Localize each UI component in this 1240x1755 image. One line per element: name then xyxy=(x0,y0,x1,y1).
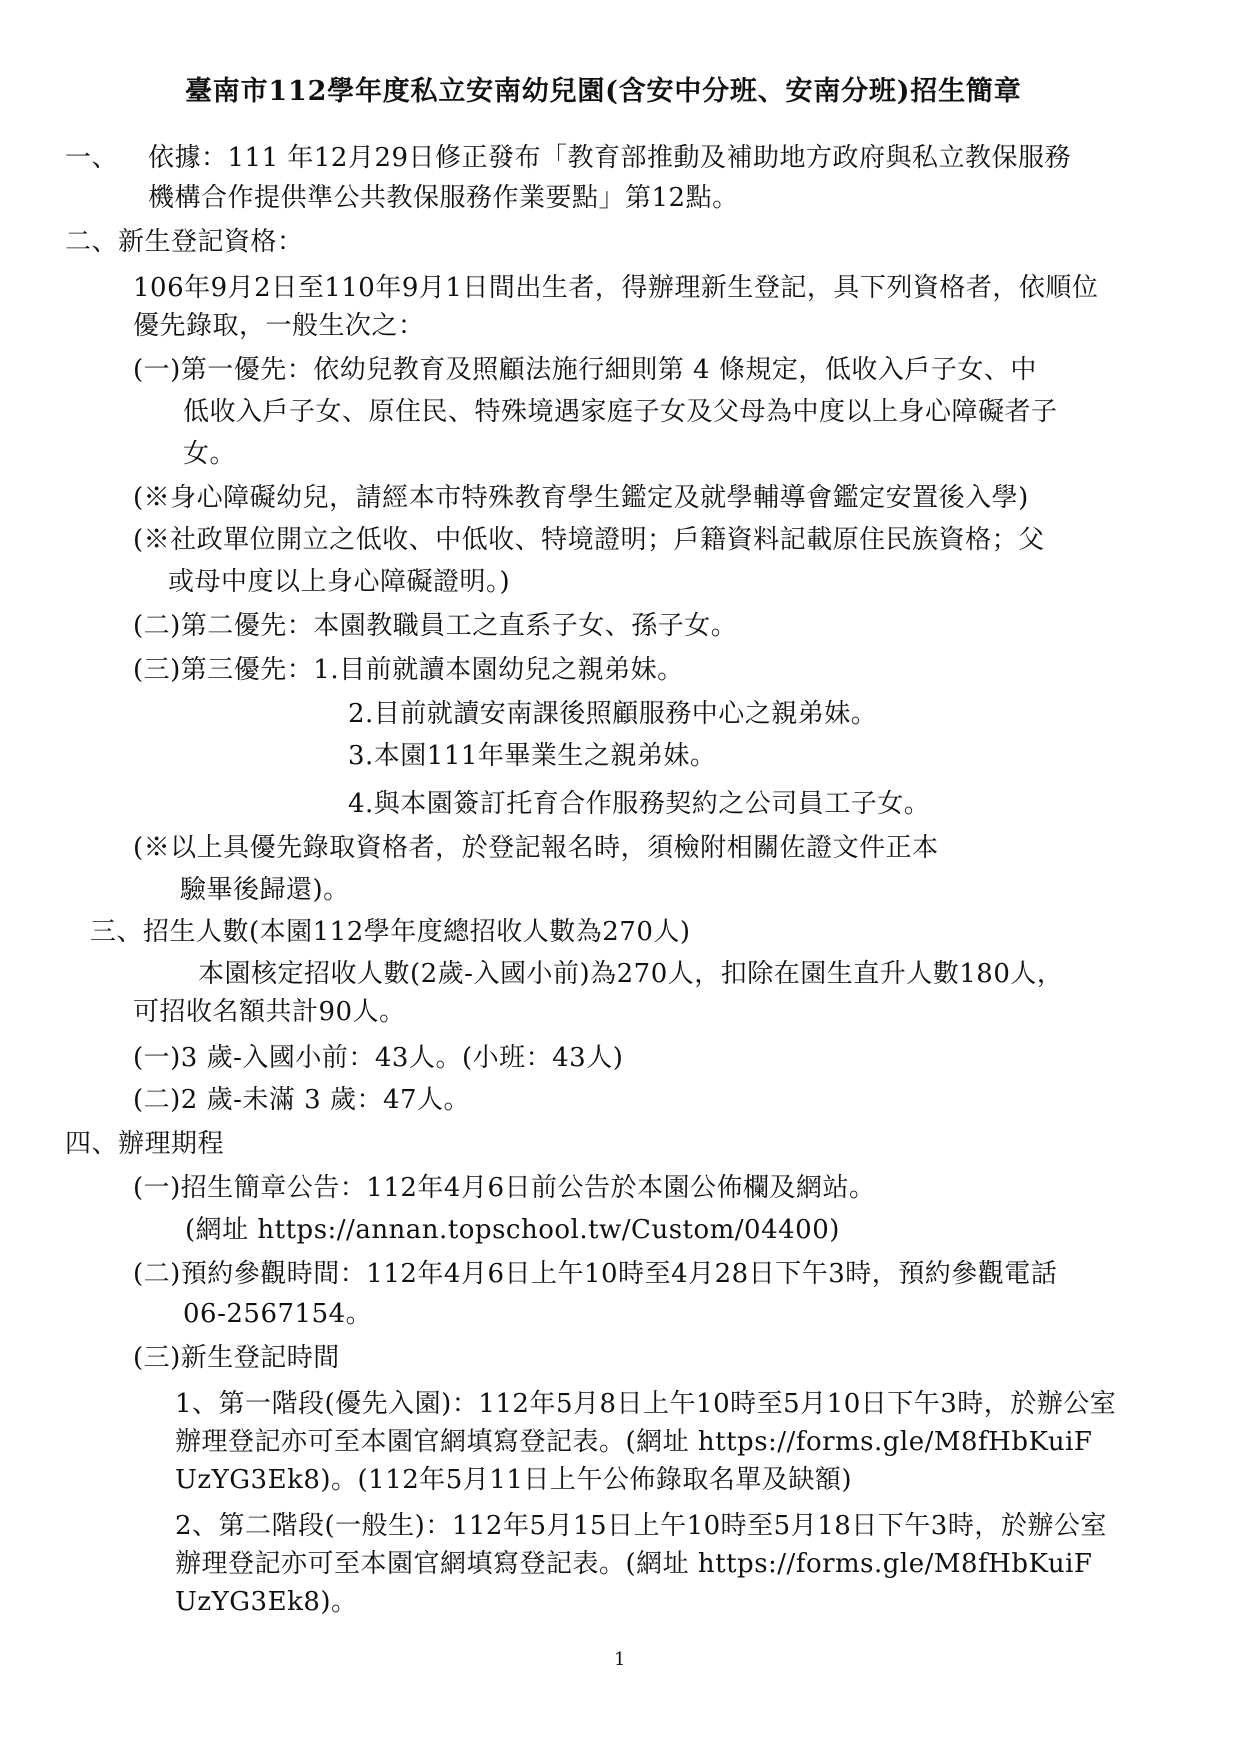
stage-1-line-3: UzYG3Ek8)。(112年5月11日上午公佈錄取名單及缺額) xyxy=(175,1465,853,1495)
note-certificates-line-2: 或母中度以上身心障礙證明。) xyxy=(168,567,511,597)
section-2-para-line-2: 優先錄取，一般生次之： xyxy=(133,311,425,341)
section-1-line-2: 機構合作提供準公共教保服務作業要點」第12點。 xyxy=(148,183,739,213)
third-priority-item-4: 4.與本園簽訂托育合作服務契約之公司員工子女。 xyxy=(348,789,931,819)
note-documents-line-2: 驗畢後歸還)。 xyxy=(180,875,350,905)
stage-2-line-3: UzYG3Ek8)。 xyxy=(175,1587,358,1617)
note-disability: (※身心障礙幼兒，請經本市特殊教育學生鑑定及就學輔導會鑑定安置後入學) xyxy=(133,483,1029,513)
stage-1-line-2: 辦理登記亦可至本園官網填寫登記表。(網址 https://forms.gle/M8fHbKuiF xyxy=(175,1427,1093,1457)
section-4-heading: 四、辦理期程 xyxy=(65,1129,225,1159)
announcement-url: (網址 https://annan.topschool.tw/Custom/04400) xyxy=(185,1215,840,1245)
stage-2-line-1: 2、第二階段(一般生)：112年5月15日上午10時至5月18日下午3時，於辦公室 xyxy=(175,1511,1107,1541)
section-2-heading: 二、新生登記資格： xyxy=(65,227,304,257)
visit-phone: 06-2567154。 xyxy=(183,1299,373,1329)
enrollment-2-years: (二)2 歲-未滿 3 歲：47人。 xyxy=(133,1085,471,1115)
stage-2-line-2: 辦理登記亦可至本園官網填寫登記表。(網址 https://forms.gle/M8fHbKuiF xyxy=(175,1549,1093,1579)
first-priority-line-1: (一)第一優先：依幼兒教育及照顧法施行細則第 4 條規定，低收入戶子女、中 xyxy=(133,355,1037,385)
section-3-para-line-2: 可招收名額共計90人。 xyxy=(133,997,406,1027)
section-3-heading: 三、招生人數(本園112學年度總招收人數為270人) xyxy=(90,917,691,947)
enrollment-3-years: (一)3 歲-入國小前：43人。(小班：43人) xyxy=(133,1043,624,1073)
page-number: 1 xyxy=(614,1649,626,1670)
note-documents-line-1: (※以上具優先錄取資格者，於登記報名時，須檢附相關佐證文件正本 xyxy=(133,833,939,863)
section-3-para-line-1: 本園核定招收人數(2歲-入國小前)為270人，扣除在園生直升人數180人， xyxy=(198,959,1064,989)
note-certificates-line-1: (※社政單位開立之低收、中低收、特境證明；戶籍資料記載原住民族資格；父 xyxy=(133,525,1045,555)
section-1-line-1: 依據：111 年12月29日修正發布「教育部推動及補助地方政府與私立教保服務 xyxy=(148,143,1072,173)
registration-heading: (三)新生登記時間 xyxy=(133,1343,340,1373)
third-priority-item-3: 3.本園111年畢業生之親弟妹。 xyxy=(348,741,717,771)
second-priority: (二)第二優先：本園教職員工之直系子女、孫子女。 xyxy=(133,611,738,641)
first-priority-line-2: 低收入戶子女、原住民、特殊境遇家庭子女及父母為中度以上身心障礙者子 xyxy=(183,397,1058,427)
section-1-heading: 一、 xyxy=(65,143,119,173)
third-priority-item-2: 2.目前就讀安南課後照顧服務中心之親弟妹。 xyxy=(348,699,878,729)
third-priority-item-1: (三)第三優先：1.目前就讀本園幼兒之親弟妹。 xyxy=(133,655,684,685)
announcement-line-1: (一)招生簡章公告：112年4月6日前公告於本園公佈欄及網站。 xyxy=(133,1173,876,1203)
stage-1-line-1: 1、第一階段(優先入園)：112年5月8日上午10時至5月10日下午3時，於辦公室 xyxy=(175,1389,1117,1419)
first-priority-line-3: 女。 xyxy=(183,439,237,469)
section-2-para-line-1: 106年9月2日至110年9月1日間出生者，得辦理新生登記，具下列資格者，依順位 xyxy=(133,273,1099,303)
document-title: 臺南市112學年度私立安南幼兒園(含安中分班、安南分班)招生簡章 xyxy=(185,76,1022,107)
visit-time-line-1: (二)預約參觀時間：112年4月6日上午10時至4月28日下午3時，預約參觀電話 xyxy=(133,1259,1058,1289)
